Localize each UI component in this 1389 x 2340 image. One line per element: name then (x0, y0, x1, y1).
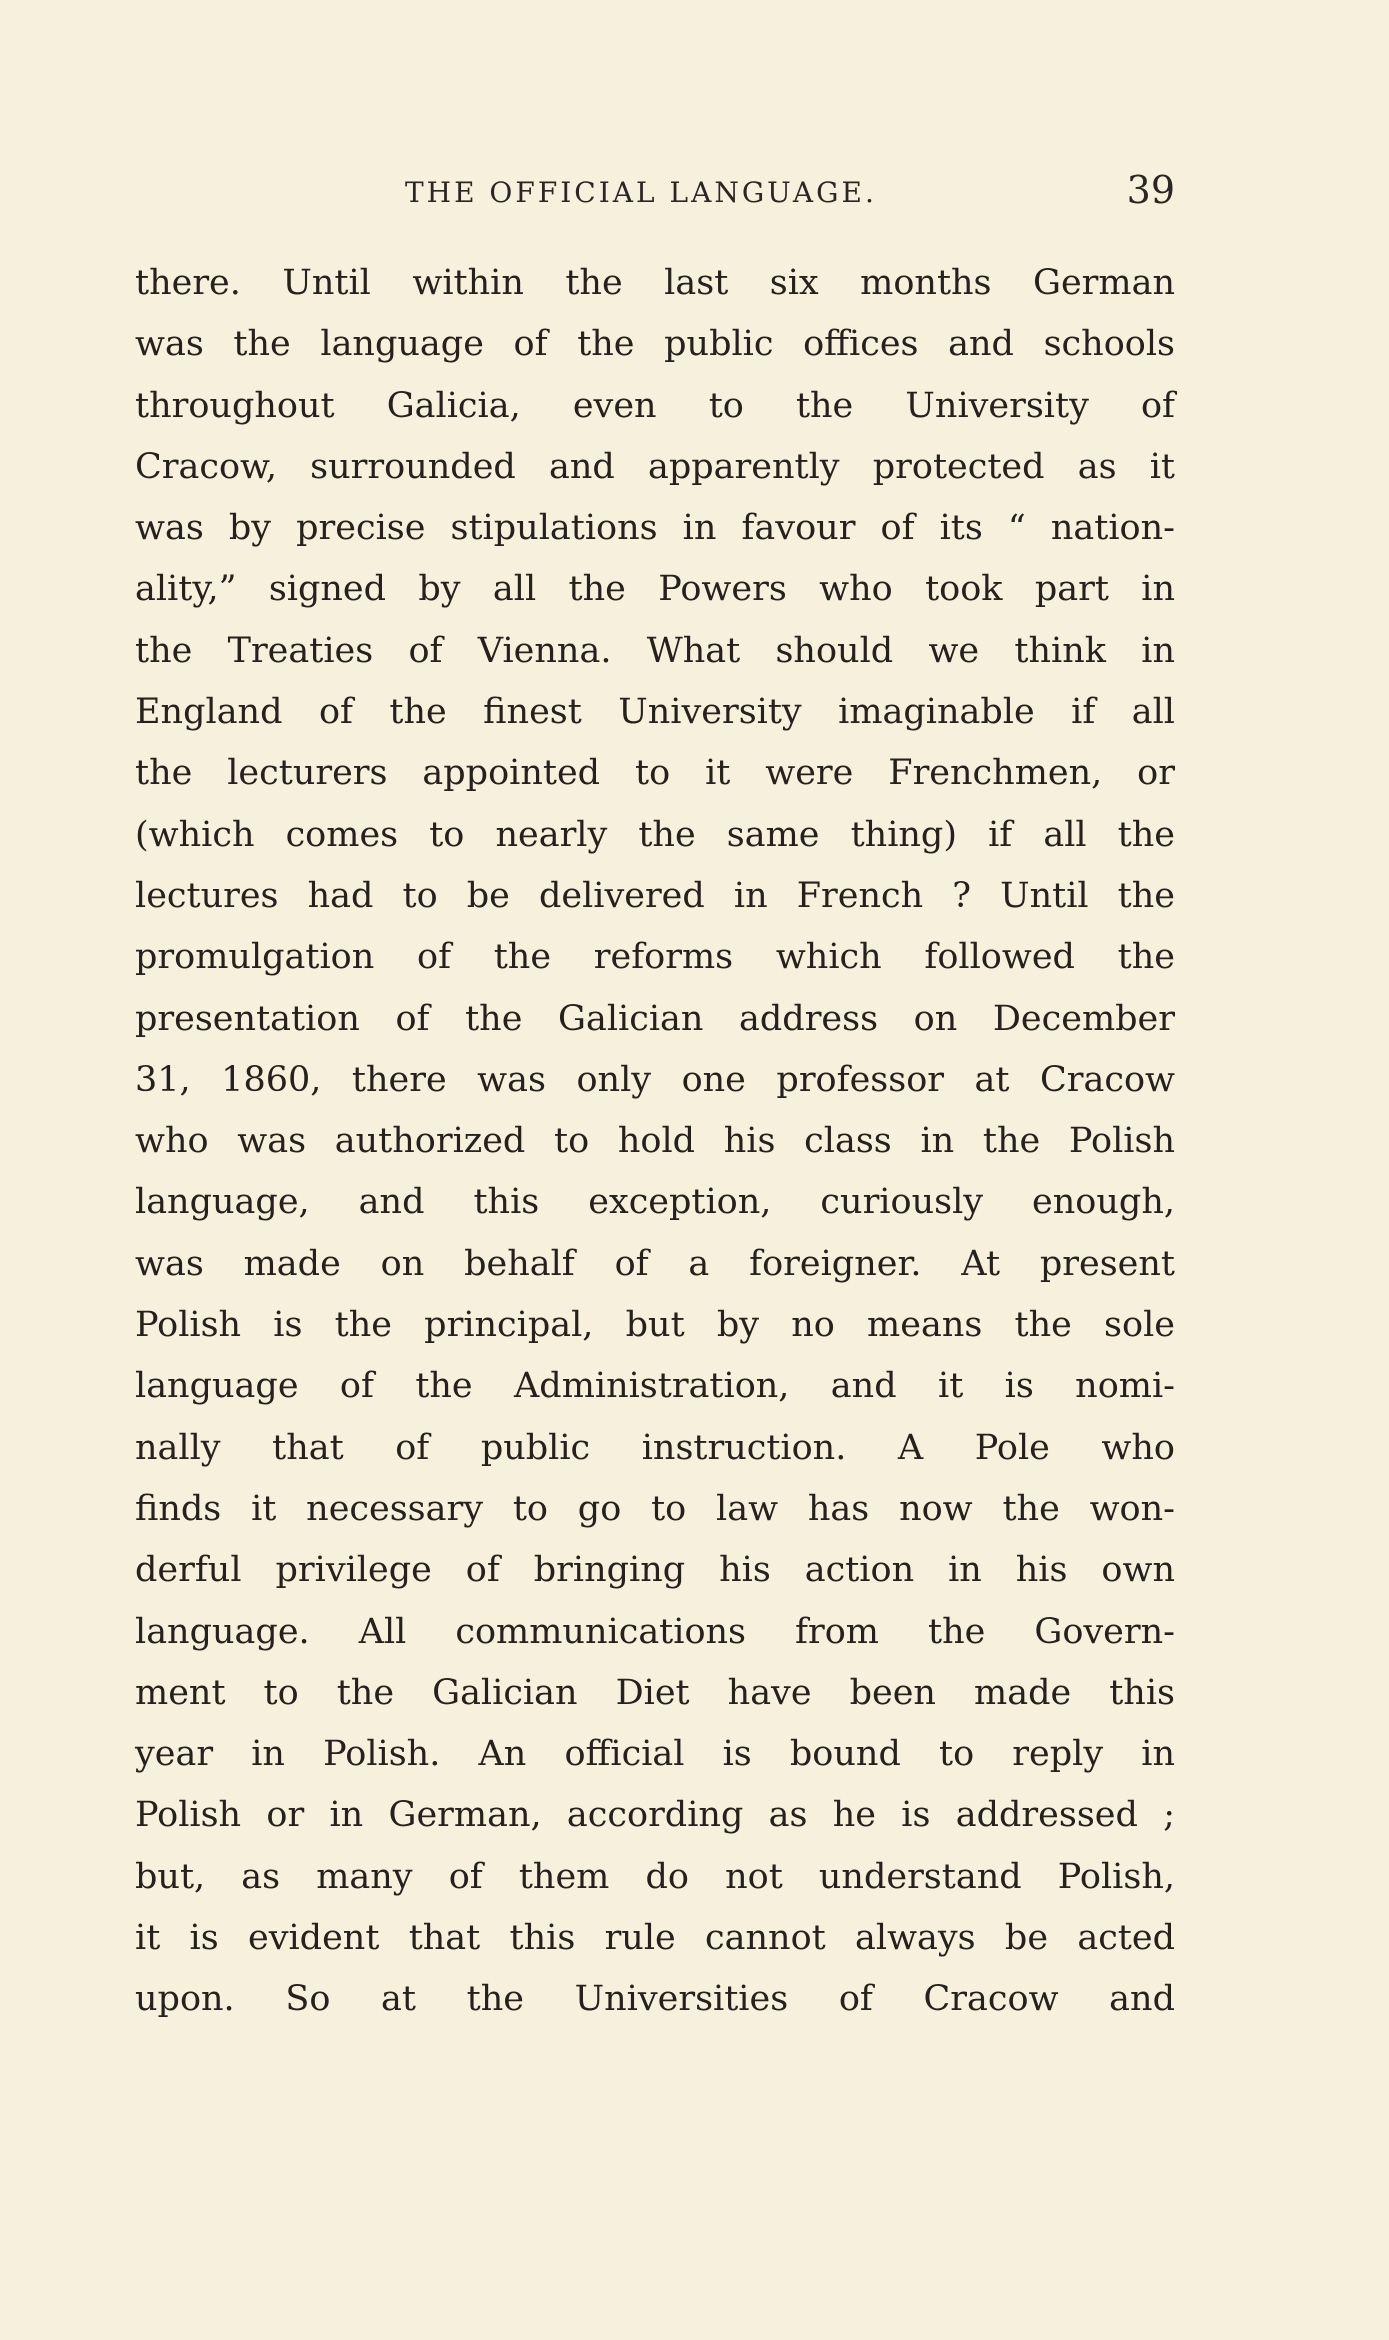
page-number: 39 (1126, 168, 1175, 212)
text-line: derful privilege of bringing his action in his own (135, 1550, 1175, 1591)
text-line: England of the finest University imaginable if all (135, 692, 1175, 733)
text-line: ment to the Galician Diet have been made this (135, 1672, 1175, 1713)
running-title: THE OFFICIAL LANGUAGE. (405, 176, 877, 209)
running-head (135, 168, 1175, 218)
text-line: who was authorized to hold his class in the Polish (135, 1121, 1175, 1162)
text-line: ality,” signed by all the Powers who took part in (135, 569, 1175, 610)
text-line: presentation of the Galician address on December (135, 998, 1175, 1039)
text-line: nally that of public instruction. A Pole who (135, 1427, 1175, 1468)
text-line: but, as many of them do not understand Polish, (135, 1856, 1175, 1897)
text-line: 31, 1860, there was only one professor at Cracow (135, 1059, 1175, 1100)
text-line: throughout Galicia, even to the University of (135, 385, 1175, 426)
text-line: Polish is the principal, but by no means the sole (135, 1305, 1175, 1346)
text-line: lectures had to be delivered in French ? Until the (135, 875, 1175, 916)
text-line: was made on behalf of a foreigner. At present (135, 1243, 1175, 1284)
text-line: the Treaties of Vienna. What should we think in (135, 630, 1175, 671)
text-line: language of the Administration, and it is nomi- (135, 1366, 1175, 1407)
text-line: was the language of the public offices and schools (135, 324, 1175, 365)
text-line: Cracow, surrounded and apparently protected as it (135, 446, 1175, 487)
text-line: language, and this exception, curiously enough, (135, 1182, 1175, 1223)
text-line: language. All communications from the Govern- (135, 1611, 1175, 1652)
body-text (135, 253, 1175, 2031)
text-line: upon. So at the Universities of Cracow and (135, 1979, 1175, 2020)
text-line: promulgation of the reforms which followed the (135, 937, 1175, 978)
text-line: it is evident that this rule cannot always be acted (135, 1918, 1175, 1959)
text-line: there. Until within the last six months German (135, 263, 1175, 303)
text-line: Polish or in German, according as he is addressed ; (135, 1795, 1175, 1836)
text-line: (which comes to nearly the same thing) if all the (135, 814, 1175, 855)
text-line: year in Polish. An official is bound to reply in (135, 1734, 1175, 1775)
text-line: finds it necessary to go to law has now the won- (135, 1488, 1175, 1529)
text-line: the lecturers appointed to it were Frenchmen, or (135, 753, 1175, 794)
text-line: was by precise stipulations in favour of its “ nation- (135, 508, 1175, 549)
